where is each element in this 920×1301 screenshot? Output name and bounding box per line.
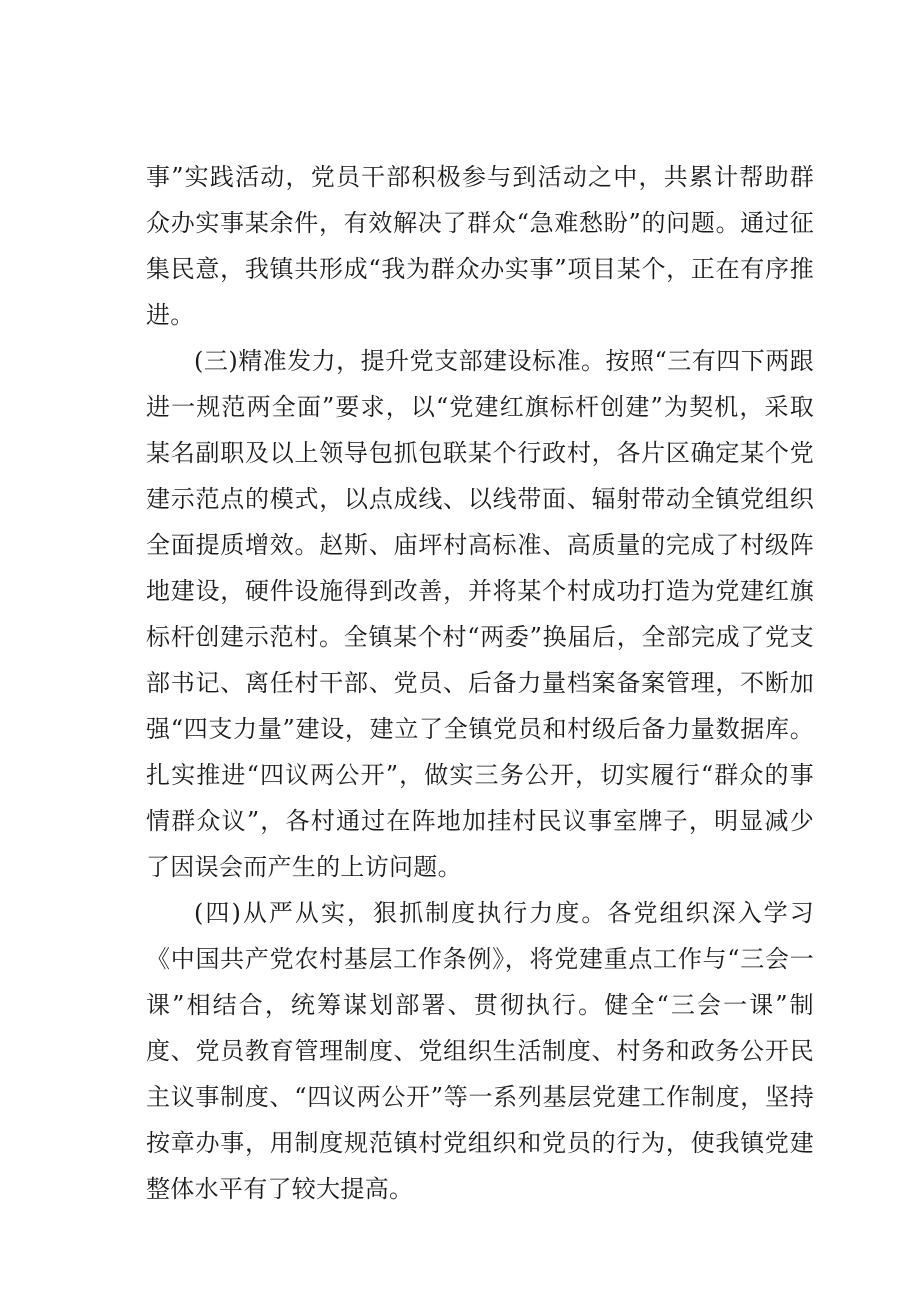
paragraph-section-four: (四)从严从实，狠抓制度执行力度。各党组织深入学习《中国共产党农村基层工作条例》，将党建重点工作与“三会一课”相结合，统筹谋划部署、贯彻执行。健全“三会一课”制度、党员教育管理制度、党组织生活制度、村务和政务公开民主议事制度、“四议两公开”等一系列基层党建工作制度，坚持按章办事，用制度规范镇村党组织和党员的行为，使我镇党建整体水平有了较大提高。 [146,899,814,1203]
paragraph-section-three: (三)精准发力，提升党支部建设标准。按照“三有四下两跟进一规范两全面”要求，以“党建红旗标杆创建”为契机，采取某名副职及以上领导包抓包联某个行政村，各片区确定某个党建示范点的模式，以点成线、以线带面、辐射带动全镇党组织全面提质增效。赵斯、庙坪村高标准、高质量的完成了村级阵地建设，硬件设施得到改善，并将某个村成功打造为党建红旗标杆创建示范村。全镇某个村“两委”换届后，全部完成了党支部书记、离任村干部、党员、后备力量档案备案管理，不断加强“四支力量”建设，建立了全镇党员和村级后备力量数据库。扎实推进“四议两公开”，做实三务公开，切实履行“群众的事情群众议”，各村通过在阵地加挂村民议事室牌子，明显减少了因误会而产生的上访问题。 [146,347,814,881]
document-body [146,154,814,1212]
paragraph-continuation: 事”实践活动，党员干部积极参与到活动之中，共累计帮助群众办实事某余件，有效解决了群众“急难愁盼”的问题。通过征集民意，我镇共形成“我为群众办实事”项目某个，正在有序推进。 [146,163,814,329]
